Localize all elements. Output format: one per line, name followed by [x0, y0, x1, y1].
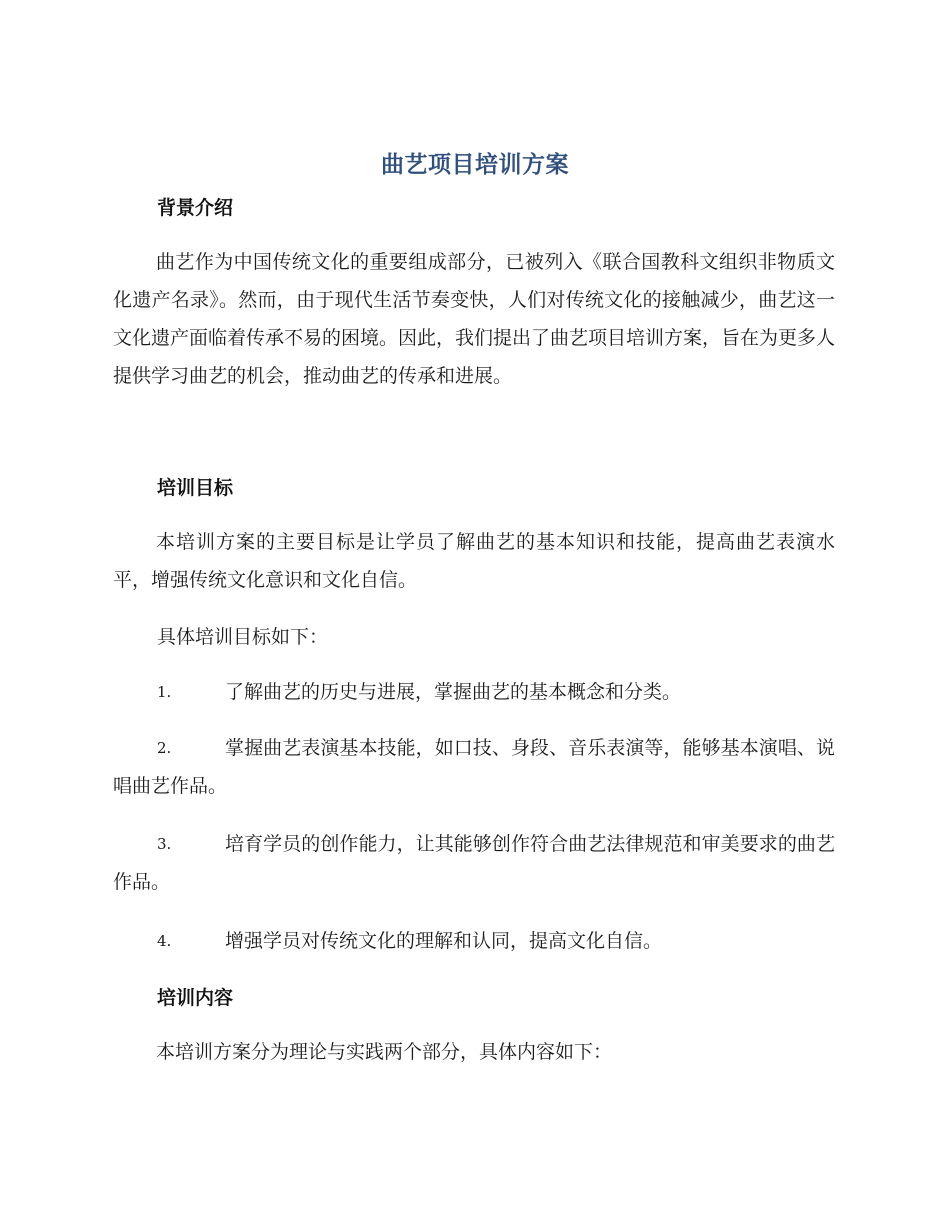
paragraph-goals: 本培训方案的主要目标是让学员了解曲艺的基本知识和技能，提高曲艺表演水平，增强传统文化意识和文化自信。	[113, 531, 835, 591]
list-item	[113, 729, 835, 805]
document-title: 曲艺项目培训方案	[381, 152, 569, 178]
heading-goals: 培训目标	[157, 477, 234, 499]
heading-background: 背景介绍	[157, 197, 234, 219]
list-item	[113, 673, 835, 711]
list-item-number: 1.	[157, 683, 172, 701]
heading-content: 培训内容	[157, 987, 234, 1009]
list-item-text: 培育学员的创作能力，让其能够创作符合曲艺法律规范和审美要求的曲艺作品。	[113, 833, 835, 893]
goals-intro: 具体培训目标如下：	[157, 626, 329, 648]
list-item-number: 4.	[157, 932, 172, 950]
paragraph-content: 本培训方案分为理论与实践两个部分，具体内容如下：	[156, 1041, 613, 1063]
paragraph-background: 曲艺作为中国传统文化的重要组成部分，已被列入《联合国教科文组织非物质文化遗产名录》。然而，由于现代生活节奏变快，人们对传统文化的接触减少，曲艺这一文化遗产面临着传承不易的困境。因此，我们提出了曲艺项目培训方案，旨在为更多人提供学习曲艺的机会，推动曲艺的传承和进展。	[113, 251, 836, 387]
list-item-number: 2.	[157, 739, 172, 757]
list-item-text: 掌握曲艺表演基本技能，如口技、身段、音乐表演等，能够基本演唱、说唱曲艺作品。	[113, 737, 835, 797]
list-item-text: 增强学员对传统文化的理解和认同，提高文化自信。	[225, 930, 663, 952]
list-item	[113, 825, 835, 901]
list-item-text: 了解曲艺的历史与进展，掌握曲艺的基本概念和分类。	[225, 681, 682, 703]
list-item-number: 3.	[157, 835, 172, 853]
list-item	[113, 922, 835, 960]
